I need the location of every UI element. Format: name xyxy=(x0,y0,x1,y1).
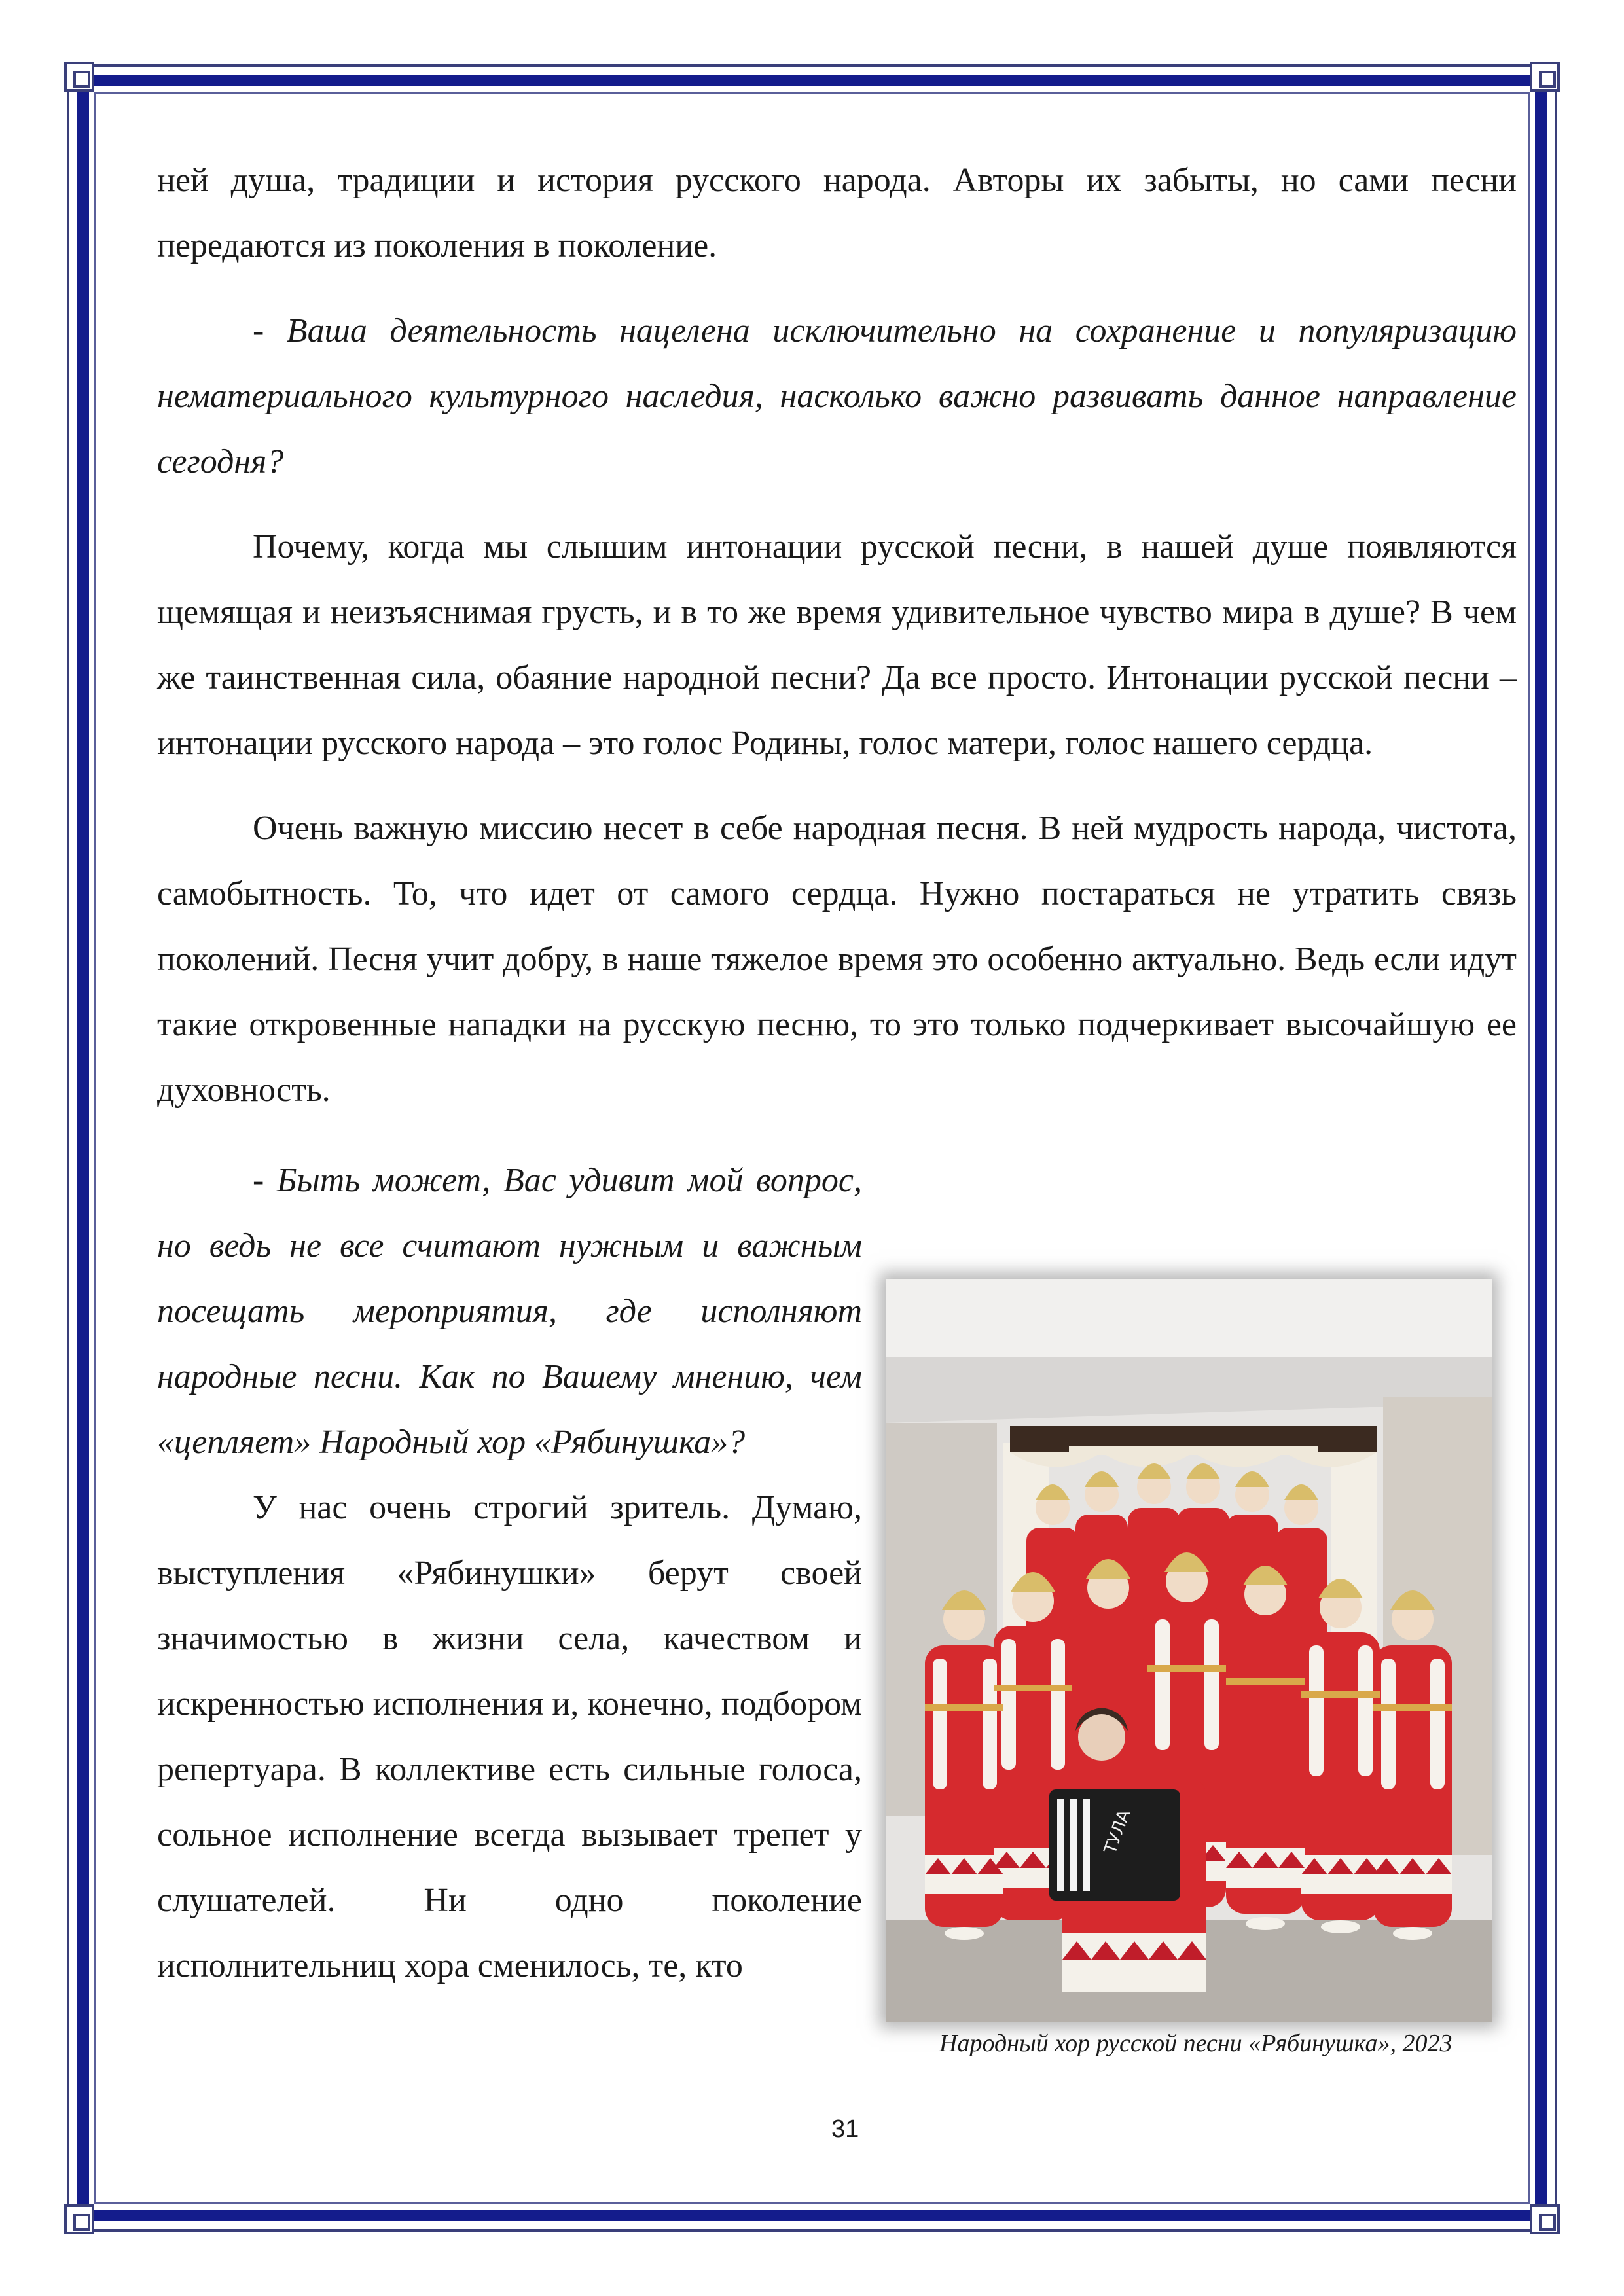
interview-question: - Быть может, Вас удивит мой вопрос, но ведь не все считают нужным и важным посещать мероприятия, где исполняют народные песни. Как по Вашему мнению, чем «цепляет» Народный хор «Рябинушка»? xyxy=(157,1162,862,1461)
corner-ornament xyxy=(64,2204,94,2234)
interview-question: - Ваша деятельность нацелена исключительно на сохранение и популяризацию нематериального культурного наследия, насколько важно развивать данное направление сегодня? xyxy=(157,312,1517,480)
choir-photo xyxy=(886,1279,1492,2022)
corner-ornament xyxy=(1530,62,1560,92)
paragraph: Почему, когда мы слышим интонации русской песни, в нашей душе появляются щемящая и неизъяснимая грусть, и в то же время удивительное чувство мира в душе? В чем же таинственная сила, обаяние народной песни? Да все просто. Интонации русской песни – интонации русского народа – это голос Родины, голос матери, голос нашего сердца. xyxy=(157,528,1517,762)
choir-photo-illustration xyxy=(886,1279,1492,2022)
accordion-label: ТУЛА xyxy=(1100,1807,1135,1857)
paragraph: Очень важную миссию несет в себе народная песня. В ней мудрость народа, чистота, самобытность. То, что идет от самого сердца. Нужно постараться не утратить связь поколений. Песня учит добру, в наше тяжелое время это особенно актуально. Ведь если идут такие откровенные нападки на русскую песню, то это только подчеркивает высочайшую ее духовность. xyxy=(157,810,1517,1109)
corner-ornament xyxy=(1530,2204,1560,2234)
photo-figure xyxy=(886,1279,1517,2057)
article-body xyxy=(157,148,1517,2057)
paragraph: ней душа, традиции и история русского народа. Авторы их забыты, но сами песни передаются из поколения в поколение. xyxy=(157,162,1517,264)
corner-ornament xyxy=(64,62,94,92)
photo-caption: Народный хор русской песни «Рябинушка», 2023 xyxy=(939,2030,1453,2057)
page-number: 31 xyxy=(831,2115,859,2143)
paragraph: У нас очень строгий зритель. Думаю, выступления «Рябинушки» берут своей значимостью в жизни села, качеством и искренностью исполнения и, конечно, подбором репертуара. В коллективе есть сильные голоса, сольное исполнение всегда вызывает трепет у слушателей. Ни одно поколение исполнительниц хора сменилось, те, кто xyxy=(157,1489,862,1984)
